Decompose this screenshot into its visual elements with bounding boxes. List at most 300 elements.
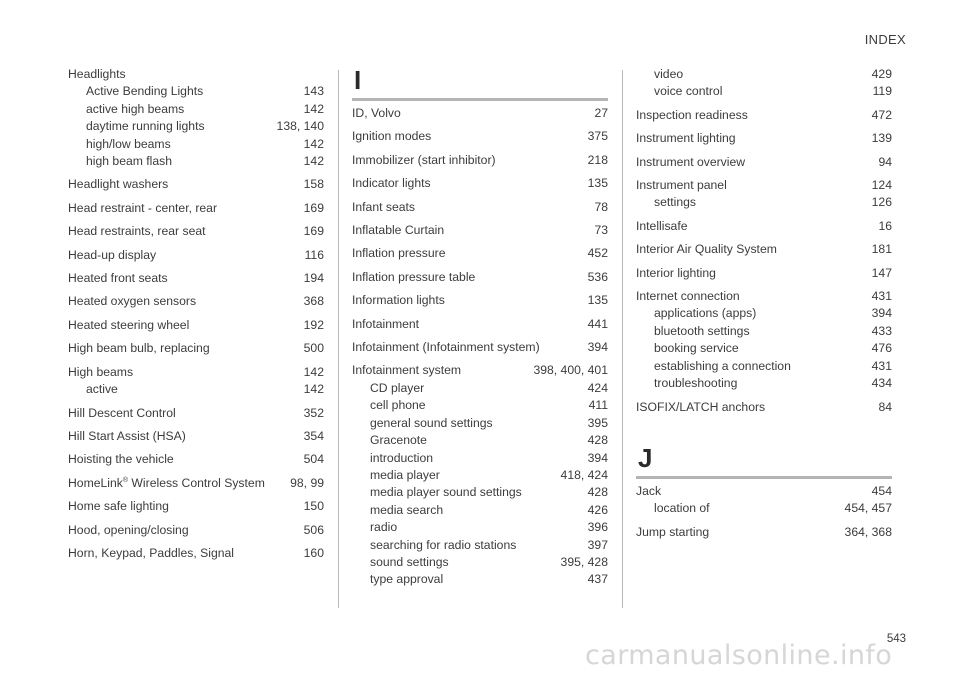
index-entry-row: [636, 241, 892, 258]
entry-title-text: Head restraint - center, rear: [68, 200, 218, 215]
index-entry-row: [68, 317, 324, 334]
entry-title-text: Active Bending Lights: [86, 84, 204, 99]
entry-title-text: general sound settings: [370, 415, 493, 430]
entry-title: [68, 475, 265, 492]
entry-title: [352, 432, 427, 449]
entry-title-text: booking service: [654, 341, 739, 356]
page-reference: 431: [871, 289, 892, 304]
entry-title: [68, 270, 168, 287]
page-reference: 506: [303, 522, 324, 537]
index-entry-row: [352, 105, 608, 122]
entry-title-text: establishing a connection: [654, 358, 791, 373]
page-reference: 426: [587, 502, 608, 517]
entry-title-text: Inflation pressure: [352, 246, 446, 261]
entry-title-text: ISOFIX/LATCH anchors: [636, 399, 766, 414]
index-column-h: [68, 66, 324, 568]
entry-title-text: HomeLink: [68, 475, 123, 490]
entry-title-text: searching for radio stations: [370, 537, 517, 552]
index-entry-row: [352, 128, 608, 145]
index-column-i: [352, 66, 608, 595]
entry-title-text: bluetooth settings: [654, 323, 750, 338]
page-reference: 433: [871, 323, 892, 338]
letter-heading-j: [636, 444, 892, 479]
index-entry: [68, 293, 324, 310]
entry-title-text: Inflation pressure table: [352, 269, 476, 284]
index-entry-row: [68, 498, 324, 515]
page-reference: 441: [587, 316, 608, 331]
index-subentry: [68, 153, 324, 170]
entry-title: [636, 265, 716, 282]
entry-title-text: media player sound settings: [370, 485, 522, 500]
index-entry: [636, 241, 892, 258]
index-entry: [636, 524, 892, 541]
registered-mark: ®: [122, 476, 129, 484]
page-reference: 394: [871, 306, 892, 321]
entry-title-text: ID, Volvo: [352, 106, 401, 120]
entry-title: [636, 358, 791, 375]
index-entry: [636, 177, 892, 212]
entry-title-text: media search: [370, 502, 444, 517]
index-entry-row: [636, 107, 892, 124]
entry-title: [352, 245, 446, 262]
page-reference: 536: [587, 269, 608, 284]
entry-title: [68, 83, 203, 100]
index-subentry: [352, 415, 608, 432]
entry-title-text: Instrument panel: [636, 178, 727, 193]
entry-title-text: Hoisting the vehicle: [68, 452, 174, 467]
page-reference: 500: [303, 341, 324, 356]
entry-title: [68, 364, 133, 381]
entry-title: [68, 223, 206, 240]
entry-title-text: active high beams: [86, 101, 185, 116]
entry-title-text: cell phone: [370, 398, 426, 413]
index-entry-row: [68, 405, 324, 422]
entry-title: [68, 176, 168, 193]
index-entry-row: [352, 175, 608, 192]
entry-title: [636, 340, 739, 357]
index-entry: [68, 451, 324, 468]
entry-title: [68, 66, 126, 83]
entry-title: [68, 381, 118, 398]
page-reference: 354: [303, 428, 324, 443]
index-entry-row: [352, 292, 608, 309]
index-entry: [68, 475, 324, 492]
index-subentry: [352, 502, 608, 519]
page-reference: 437: [587, 572, 608, 587]
index-entry-row: [352, 222, 608, 239]
entry-title-text: Headlight washers: [68, 177, 169, 192]
page-reference: 135: [587, 176, 608, 191]
index-subentry: [352, 450, 608, 467]
entry-title: [352, 450, 433, 467]
index-entry-row: [636, 177, 892, 194]
entry-title-text: Information lights: [352, 293, 445, 308]
index-entry: [68, 270, 324, 287]
index-subentry: [636, 66, 892, 83]
page-reference: 169: [303, 224, 324, 239]
entry-title: [352, 222, 444, 239]
entry-title: [636, 194, 696, 211]
index-entry-row: [352, 339, 608, 356]
page-reference: 142: [303, 101, 324, 116]
page-reference: 472: [871, 107, 892, 122]
entry-title-text: Infotainment: [352, 316, 420, 331]
page-reference: 394: [587, 340, 608, 355]
entry-title-text: radio: [370, 520, 398, 535]
index-subentry: [352, 380, 608, 397]
index-entry-row: [352, 269, 608, 286]
index-entry-row: [636, 288, 892, 305]
index-entry-row: [68, 364, 324, 381]
index-entry: [636, 218, 892, 235]
index-entry: [352, 362, 608, 588]
page-reference: 16: [878, 218, 892, 233]
entry-title: [636, 399, 765, 416]
index-entry: [636, 483, 892, 518]
index-entry: [636, 399, 892, 416]
index-entry: [68, 545, 324, 562]
letter-i: I: [354, 65, 362, 95]
entry-title-text: High beam bulb, replacing: [68, 341, 210, 356]
entry-title-text: Hill Descent Control: [68, 405, 176, 420]
index-subentry: [68, 136, 324, 153]
entry-title-text: location of: [654, 501, 710, 516]
entry-title: [636, 288, 740, 305]
page-reference: [316, 66, 324, 83]
page-reference: 418, 424: [560, 467, 608, 482]
letter-heading-i: [352, 66, 608, 101]
entry-title-text: Hill Start Assist (HSA): [68, 428, 186, 443]
entry-title-text: Horn, Keypad, Paddles, Signal: [68, 545, 234, 560]
entry-title: [352, 380, 424, 397]
index-subentry: [68, 83, 324, 100]
entry-title: [636, 107, 748, 124]
entry-title: [68, 101, 184, 118]
index-entry-row: [352, 152, 608, 169]
letter-rule: [636, 476, 892, 479]
index-entry-row: [68, 66, 324, 83]
index-subentry: [636, 358, 892, 375]
entry-title: [636, 323, 750, 340]
page-reference: 98, 99: [290, 475, 324, 490]
page-reference: 143: [303, 84, 324, 99]
index-entry: [352, 339, 608, 356]
index-entry-row: [636, 483, 892, 500]
index-entry: [352, 316, 608, 333]
index-entry: [68, 317, 324, 334]
page-reference: 375: [587, 129, 608, 144]
page-reference: 73: [594, 223, 608, 238]
entry-title: [352, 554, 449, 571]
entry-title-text: Head restraints, rear seat: [68, 224, 206, 239]
index-entry-row: [352, 316, 608, 333]
entry-title: [68, 545, 234, 562]
entry-title: [352, 316, 419, 333]
entry-title-text: media player: [370, 467, 440, 482]
entry-title: [636, 83, 722, 100]
entry-title-text: Intellisafe: [636, 218, 688, 233]
index-subentry: [636, 305, 892, 322]
page-reference: 429: [871, 67, 892, 81]
page-reference: 94: [878, 154, 892, 169]
entry-title: [68, 293, 196, 310]
page-reference: 454, 457: [844, 501, 892, 516]
index-subentry: [68, 101, 324, 118]
page-reference: 116: [304, 247, 324, 262]
index-entry: [68, 405, 324, 422]
entry-title: [636, 66, 683, 83]
page-reference: 124: [871, 178, 892, 193]
entry-title-text: sound settings: [370, 554, 449, 569]
entry-title: [352, 128, 431, 145]
index-entry-row: [68, 270, 324, 287]
entry-title: [636, 130, 736, 147]
page-reference: 424: [587, 380, 608, 395]
index-entry-row: [352, 199, 608, 216]
entry-title-text: applications (apps): [654, 306, 757, 321]
entry-title: [636, 154, 745, 171]
page-reference: 160: [303, 545, 324, 560]
entry-title: [352, 175, 431, 192]
index-subentry: [352, 537, 608, 554]
index-entry-row: [636, 130, 892, 147]
entry-title-text: troubleshooting: [654, 376, 738, 391]
entry-title: [68, 153, 172, 170]
entry-title-text: Hood, opening/closing: [68, 522, 189, 537]
page-reference: 476: [871, 341, 892, 356]
page-reference: 142: [303, 382, 324, 397]
index-entry: [352, 245, 608, 262]
entry-title: [352, 467, 440, 484]
index-entry-row: [636, 218, 892, 235]
page-reference: 138, 140: [276, 119, 324, 134]
index-entry: [636, 107, 892, 124]
entry-title-text: high beam flash: [86, 154, 173, 169]
index-entry-row: [636, 399, 892, 416]
entry-title: [636, 241, 777, 258]
index-entry: [636, 265, 892, 282]
entry-title: [352, 484, 522, 501]
entry-title: [352, 502, 443, 519]
entry-title-text: video: [654, 67, 684, 81]
index-column-i-j: [636, 66, 892, 547]
index-entry: [636, 288, 892, 392]
index-entry: [68, 200, 324, 217]
entry-title: [68, 247, 156, 264]
index-entry-row: [68, 223, 324, 240]
entry-title: [68, 451, 174, 468]
index-subentry: [352, 397, 608, 414]
index-entry-row: [636, 154, 892, 171]
entry-title: [68, 136, 171, 153]
entry-title: [68, 405, 176, 422]
entry-title-text: Infant seats: [352, 199, 416, 214]
entry-title: [636, 305, 756, 322]
page-reference: 194: [303, 271, 324, 286]
entry-title-text: introduction: [370, 450, 434, 465]
index-entry-row: [68, 200, 324, 217]
page-reference: 169: [303, 200, 324, 215]
entry-title-text: Inflatable Curtain: [352, 223, 445, 238]
entry-title: [352, 339, 540, 356]
index-entry: [352, 128, 608, 145]
index-subentry: [352, 554, 608, 571]
index-entry: [68, 522, 324, 539]
entry-title: [636, 177, 727, 194]
entry-title: [352, 292, 445, 309]
entry-title-text: Heated oxygen sensors: [68, 294, 197, 309]
index-entry: [352, 292, 608, 309]
index-entry: [68, 176, 324, 193]
entry-title: [636, 483, 661, 500]
page-reference: 119: [872, 84, 892, 99]
index-entry-row: [352, 362, 608, 379]
index-subentry: [68, 381, 324, 398]
letter-rule: [352, 98, 608, 101]
entry-title-text: Indicator lights: [352, 176, 431, 191]
entry-title-text: Infotainment system: [352, 363, 462, 378]
entry-title: [352, 537, 516, 554]
entry-title-text: Ignition modes: [352, 129, 432, 144]
page-reference: 84: [878, 399, 892, 414]
index-entry-row: [68, 428, 324, 445]
entry-title-text: Interior Air Quality System: [636, 242, 777, 257]
entry-title-text: high/low beams: [86, 136, 171, 151]
index-subentry: [352, 571, 608, 588]
index-entry: [636, 154, 892, 171]
index-subentry: [68, 118, 324, 135]
index-subentry: [636, 340, 892, 357]
index-subentry: [636, 375, 892, 392]
page-reference: 394: [587, 450, 608, 465]
page-reference: 192: [303, 317, 324, 332]
page-reference: 454: [871, 483, 892, 498]
index-entry: [352, 152, 608, 169]
entry-title-text: Jack: [636, 483, 662, 498]
entry-title-text: High beams: [68, 364, 134, 379]
entry-title-text: settings: [654, 195, 697, 210]
entry-title: [68, 317, 189, 334]
index-entry-row: [68, 545, 324, 562]
entry-title: [68, 498, 169, 515]
entry-title-text: Interior lighting: [636, 265, 716, 280]
page-reference: 452: [587, 246, 608, 261]
page-reference: 78: [594, 199, 608, 214]
entry-title-text: Internet connection: [636, 289, 740, 304]
page-reference: 395, 428: [560, 554, 608, 569]
page-reference: 395: [587, 415, 608, 430]
page-reference: 434: [871, 376, 892, 391]
index-entry-row: [68, 475, 324, 492]
page-reference: 126: [871, 195, 892, 210]
entry-title-text: Heated front seats: [68, 271, 168, 286]
index-entry-row: [68, 176, 324, 193]
index-entry-row: [68, 522, 324, 539]
entry-title: [636, 218, 688, 235]
entry-title-text: Home safe lighting: [68, 499, 169, 514]
index-entry: [352, 175, 608, 192]
index-entry: [352, 269, 608, 286]
index-entry: [68, 498, 324, 515]
page-number: 543: [886, 633, 906, 645]
entry-title: [68, 428, 186, 445]
page-reference: 150: [303, 499, 324, 514]
index-entry: [68, 340, 324, 357]
entry-title: [352, 415, 493, 432]
page-reference: 431: [871, 358, 892, 373]
entry-title: [68, 200, 217, 217]
page-reference: 135: [587, 293, 608, 308]
entry-title: [68, 522, 189, 539]
entry-title-text: Immobilizer (start inhibitor): [352, 152, 496, 167]
page-reference: 397: [587, 537, 608, 552]
page-reference: 142: [303, 136, 324, 151]
entry-title: [636, 500, 710, 517]
entry-title: [68, 340, 210, 357]
entry-title: [352, 105, 401, 122]
watermark: carmanualsonline.info: [585, 640, 893, 671]
page-reference: 368: [303, 294, 324, 309]
entry-title-text: Jump starting: [636, 524, 710, 539]
index-entry-row: [68, 451, 324, 468]
column-divider: [338, 70, 339, 608]
index-entry: [68, 223, 324, 240]
entry-title: [352, 152, 496, 169]
index-entry: [68, 364, 324, 399]
page-reference: 218: [587, 152, 608, 167]
page-reference: 139: [871, 131, 892, 146]
column-divider: [622, 70, 623, 608]
entry-title-text: active: [86, 382, 118, 397]
index-entry: [68, 247, 324, 264]
page-reference: 428: [587, 433, 608, 448]
index-subentry: [636, 500, 892, 517]
index-entry-row: [68, 247, 324, 264]
entry-title: [352, 571, 443, 588]
index-entry: [68, 66, 324, 170]
entry-title-text: Inspection readiness: [636, 107, 748, 122]
page-reference: 352: [303, 405, 324, 420]
index-subentry: [352, 432, 608, 449]
index-entry-row: [636, 265, 892, 282]
index-entry: [636, 130, 892, 147]
letter-j: J: [638, 442, 653, 473]
index-entry-row: [352, 245, 608, 262]
entry-title-text: Head-up display: [68, 247, 157, 262]
index-entry-row: [68, 293, 324, 310]
page-reference: 142: [303, 364, 324, 379]
entry-title-text: voice control: [654, 84, 723, 99]
section-header: INDEX: [864, 32, 906, 47]
entry-title-text: Headlights: [68, 67, 126, 81]
entry-title-text: Instrument overview: [636, 154, 746, 169]
entry-title-text: Instrument lighting: [636, 131, 736, 146]
index-subentry: [352, 467, 608, 484]
entry-title: [352, 362, 461, 379]
index-entry-row: [636, 524, 892, 541]
entry-title: [636, 524, 709, 541]
index-entry-row: [68, 340, 324, 357]
entry-title-text: Heated steering wheel: [68, 317, 190, 332]
entry-title-text: CD player: [370, 380, 425, 395]
index-subentry: [352, 484, 608, 501]
entry-title-rest: Wireless Control System: [128, 475, 265, 490]
page-reference: 158: [303, 177, 324, 192]
page-reference: 364, 368: [844, 524, 892, 539]
index-subentry: [352, 519, 608, 536]
page-reference: 147: [871, 265, 892, 280]
entry-title: [352, 199, 415, 216]
